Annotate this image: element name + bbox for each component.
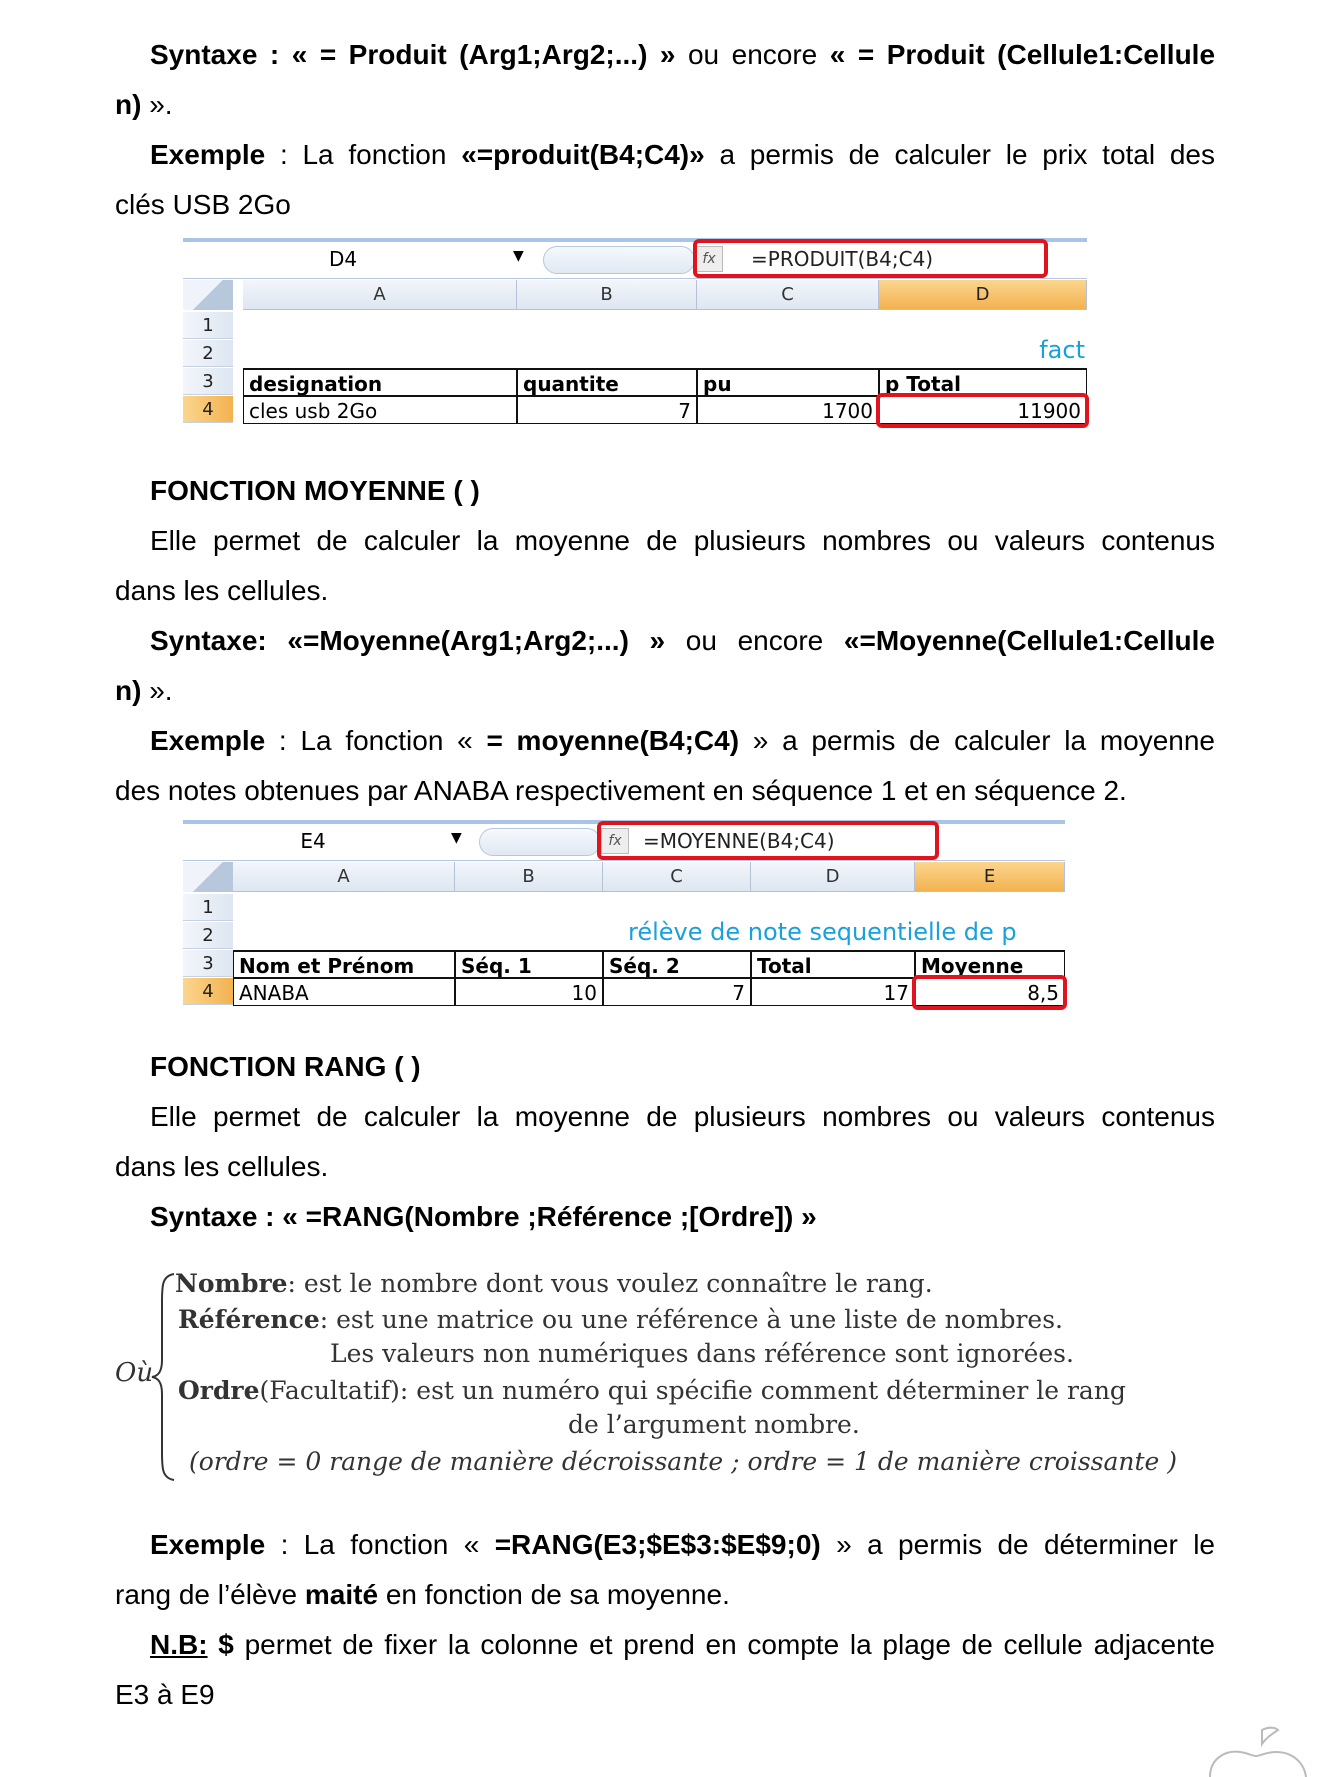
- function-icon[interactable]: fx: [695, 246, 723, 272]
- arg-ordre-2: de l’argument nombre.: [568, 1410, 860, 1439]
- syntax-label: Syntaxe :: [150, 1201, 275, 1232]
- formula-input[interactable]: =PRODUIT(B4;C4): [751, 247, 934, 271]
- col-header-d[interactable]: D: [751, 862, 915, 892]
- syntax-label: Syntaxe :: [150, 39, 280, 70]
- example-text: : La fonction «: [278, 725, 473, 756]
- cell-b4[interactable]: 10: [455, 978, 603, 1006]
- header-p-total[interactable]: p Total: [879, 368, 1087, 396]
- example-label: Exemple: [150, 1529, 266, 1560]
- ou-label: Où: [115, 1358, 154, 1388]
- function-icon[interactable]: fx: [601, 828, 629, 854]
- term-reference: Référence: [178, 1305, 320, 1334]
- example-text-2: » a permis de déterminer le: [836, 1529, 1216, 1560]
- rang-example-line: [115, 1520, 1215, 1570]
- ordre-note: (ordre = 0 range de manière décroissante ; ordre = 1 de manière croissante ): [189, 1447, 1178, 1476]
- arg-ordre: [178, 1376, 1126, 1405]
- row-header-3[interactable]: 3: [183, 368, 233, 395]
- result-highlight: [912, 975, 1067, 1010]
- cell-d4[interactable]: 11900: [879, 396, 1087, 424]
- example-text-2: » a permis de calculer la moyenne: [752, 725, 1216, 756]
- left-brace-icon: [150, 1272, 178, 1482]
- example-text: : La fonction: [279, 139, 447, 170]
- cell-d4[interactable]: 17: [751, 978, 915, 1006]
- moyenne-desc-cont: dans les cellules.: [115, 575, 329, 606]
- row-header-2[interactable]: 2: [183, 922, 233, 949]
- syntax-end: ».: [149, 675, 173, 706]
- syntax-formula-2: « = Produit (Cellule1:Cellule: [829, 39, 1216, 70]
- col-header-b[interactable]: B: [517, 280, 697, 310]
- col-header-e[interactable]: E: [915, 862, 1065, 892]
- arg-reference-2: Les valeurs non numériques dans référence sont ignorées.: [330, 1339, 1074, 1368]
- produit-spreadsheet: [183, 238, 1087, 438]
- rang-example-cont: [115, 1570, 1215, 1620]
- section-heading: FONCTION MOYENNE ( ): [150, 475, 480, 506]
- syntax-cont: n): [115, 89, 142, 120]
- sheet-title: rélève de note sequentielle de p: [628, 918, 1017, 946]
- row-header-4[interactable]: 4: [183, 396, 233, 423]
- header-seq-1[interactable]: Séq. 1: [455, 950, 603, 978]
- row-header-1[interactable]: 1: [183, 894, 233, 921]
- nb-label: N.B:: [150, 1629, 208, 1660]
- header-moyenne[interactable]: Moyenne: [915, 950, 1065, 978]
- text-ordre: (Facultatif): est un numéro qui spécifie comment déterminer le rang: [259, 1376, 1126, 1405]
- example-text-3: rang de l’élève: [115, 1579, 298, 1610]
- syntax-mid: ou encore: [687, 39, 818, 70]
- example-formula: =RANG(E3;$E$3:$E$9;0): [494, 1529, 821, 1560]
- col-header-c[interactable]: C: [697, 280, 879, 310]
- nb-symbol: $: [218, 1629, 234, 1660]
- produit-syntax-line: [115, 30, 1215, 80]
- example-text: : La fonction «: [280, 1529, 480, 1560]
- col-header-d[interactable]: D: [879, 280, 1087, 310]
- text-nombre: : est le nombre dont vous voulez connaître le rang.: [287, 1269, 933, 1298]
- cell-c4[interactable]: 7: [603, 978, 751, 1006]
- nb-cont: E3 à E9: [115, 1679, 215, 1710]
- term-nombre: Nombre: [175, 1269, 288, 1298]
- result-highlight: [876, 393, 1089, 428]
- moyenne-spreadsheet: [183, 820, 1065, 1020]
- text-reference: : est une matrice ou une référence à une liste de nombres.: [319, 1305, 1063, 1334]
- produit-example-cont: clés USB 2Go: [115, 189, 291, 220]
- cell-c4[interactable]: 1700: [697, 396, 879, 424]
- example-label: Exemple: [150, 139, 266, 170]
- header-seq-2[interactable]: Séq. 2: [603, 950, 751, 978]
- chevron-down-icon[interactable]: ▼: [513, 248, 524, 264]
- zoom-slider[interactable]: [543, 246, 695, 274]
- col-header-a[interactable]: A: [233, 862, 455, 892]
- syntax-end: ».: [149, 89, 173, 120]
- rang-desc: Elle permet de calculer la moyenne de plusieurs nombres ou valeurs contenus: [150, 1101, 1215, 1132]
- moyenne-syntax-cont: [115, 666, 1215, 716]
- formula-highlight: [597, 821, 939, 860]
- syntax-formula-1: « = Produit (Arg1;Arg2;...) »: [291, 39, 676, 70]
- moyenne-heading: [115, 466, 1215, 516]
- cell-a4[interactable]: ANABA: [233, 978, 455, 1006]
- apple-logo-icon: [1200, 1726, 1310, 1777]
- moyenne-example-line: [115, 716, 1215, 766]
- student-name: maité: [304, 1579, 379, 1610]
- example-formula: = moyenne(B4;C4): [486, 725, 740, 756]
- term-ordre: Ordre: [178, 1376, 260, 1405]
- header-total[interactable]: Total: [751, 950, 915, 978]
- name-box[interactable]: E4: [300, 829, 326, 853]
- header-nom-prenom[interactable]: Nom et Prénom: [233, 950, 455, 978]
- select-all-corner[interactable]: [183, 280, 233, 310]
- select-all-corner[interactable]: [183, 862, 233, 892]
- example-text-2: a permis de calculer le prix total des: [719, 139, 1215, 170]
- col-header-b[interactable]: B: [455, 862, 603, 892]
- header-pu[interactable]: pu: [697, 368, 879, 396]
- example-text-4: en fonction de sa moyenne.: [385, 1579, 730, 1610]
- nb-text: permet de fixer la colonne et prend en compte la plage de cellule adjacente: [244, 1629, 1216, 1660]
- example-formula: «=produit(B4;C4)»: [461, 139, 705, 170]
- produit-syntax-cont: [115, 80, 1215, 130]
- syntax-cont: n): [115, 675, 142, 706]
- header-designation[interactable]: designation: [243, 368, 517, 396]
- rang-desc-cont: dans les cellules.: [115, 1151, 329, 1182]
- syntax-formula-1: «=Moyenne(Arg1;Arg2;...) »: [287, 625, 666, 656]
- row-header-1[interactable]: 1: [183, 312, 233, 339]
- rang-heading: [115, 1042, 1215, 1092]
- formula-highlight: [693, 239, 1048, 278]
- section-heading: FONCTION RANG ( ): [150, 1051, 421, 1082]
- nb-line: [115, 1620, 1215, 1670]
- cell-e4[interactable]: 8,5: [915, 978, 1065, 1006]
- arg-nombre: [175, 1269, 933, 1298]
- cell-a4[interactable]: cles usb 2Go: [243, 396, 517, 424]
- cell-b4[interactable]: 7: [517, 396, 697, 424]
- row-header-3[interactable]: 3: [183, 950, 233, 977]
- rang-syntax-line: [115, 1192, 1215, 1242]
- header-quantite[interactable]: quantite: [517, 368, 697, 396]
- syntax-label: Syntaxe:: [150, 625, 267, 656]
- sheet-title: fact: [1039, 336, 1085, 364]
- name-box[interactable]: D4: [328, 247, 358, 271]
- chevron-down-icon[interactable]: ▼: [451, 830, 462, 846]
- syntax-mid: ou encore: [685, 625, 824, 656]
- produit-example-line: [115, 130, 1215, 180]
- col-header-c[interactable]: C: [603, 862, 751, 892]
- moyenne-desc: Elle permet de calculer la moyenne de plusieurs nombres ou valeurs contenus: [150, 525, 1215, 556]
- moyenne-syntax-line: [115, 616, 1215, 666]
- row-header-4[interactable]: 4: [183, 978, 233, 1005]
- arg-reference: [178, 1305, 1063, 1334]
- moyenne-example-cont: des notes obtenues par ANABA respectivement en séquence 1 et en séquence 2.: [115, 775, 1127, 806]
- example-label: Exemple: [150, 725, 266, 756]
- rang-arguments: [175, 1265, 1235, 1495]
- formula-input[interactable]: =MOYENNE(B4;C4): [643, 829, 835, 853]
- syntax-formula-2: «=Moyenne(Cellule1:Cellule: [843, 625, 1215, 656]
- col-header-a[interactable]: A: [243, 280, 517, 310]
- zoom-slider[interactable]: [479, 828, 601, 856]
- row-header-2[interactable]: 2: [183, 340, 233, 367]
- syntax-formula: « =RANG(Nombre ;Référence ;[Ordre]) »: [282, 1201, 817, 1232]
